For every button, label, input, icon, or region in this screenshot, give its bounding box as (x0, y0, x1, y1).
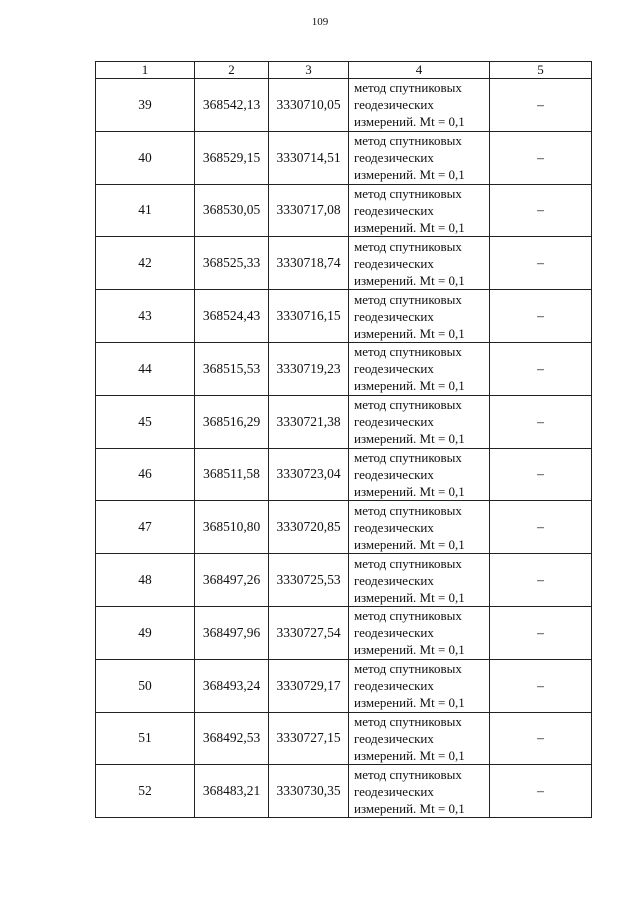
method-line: метод спутниковых (354, 555, 462, 571)
y-coordinate-cell: 3330725,53 (269, 554, 349, 607)
method-line: метод спутниковых (354, 713, 462, 729)
method-cell (349, 712, 490, 765)
table-row (96, 606, 592, 659)
point-number-cell: 42 (96, 237, 195, 290)
method-line: геодезических (354, 202, 434, 218)
y-coordinate-cell: 3330710,05 (269, 79, 349, 132)
y-coordinate-cell: 3330721,38 (269, 395, 349, 448)
method-cell (349, 131, 490, 184)
x-coordinate-cell: 368515,53 (195, 342, 269, 395)
y-coordinate-cell: 3330720,85 (269, 501, 349, 554)
note-cell: – (490, 237, 592, 290)
note-cell: – (490, 131, 592, 184)
note-cell: – (490, 448, 592, 501)
method-line: метод спутниковых (354, 238, 462, 254)
method-line: геодезических (354, 414, 434, 430)
table-row (96, 765, 592, 818)
method-line: измерений. Mt = 0,1 (354, 589, 465, 605)
note-cell: – (490, 290, 592, 343)
y-coordinate-cell: 3330730,35 (269, 765, 349, 818)
point-number-cell: 50 (96, 659, 195, 712)
point-number-cell: 39 (96, 79, 195, 132)
table-row (96, 448, 592, 501)
x-coordinate-cell: 368497,96 (195, 606, 269, 659)
table-row (96, 131, 592, 184)
x-coordinate-cell: 368492,53 (195, 712, 269, 765)
method-cell (349, 606, 490, 659)
method-line: измерений. Mt = 0,1 (354, 642, 465, 658)
header-col-5: 5 (490, 62, 592, 79)
table-row (96, 712, 592, 765)
method-cell (349, 395, 490, 448)
page-number: 109 (311, 16, 329, 28)
point-number-cell: 52 (96, 765, 195, 818)
method-line: метод спутниковых (354, 291, 462, 307)
method-line: геодезических (354, 730, 434, 746)
table-row (96, 290, 592, 343)
table-row (96, 184, 592, 237)
method-line: измерений. Mt = 0,1 (354, 114, 465, 130)
table-row (96, 237, 592, 290)
method-line: геодезических (354, 678, 434, 694)
header-row (96, 62, 592, 79)
table-row (96, 79, 592, 132)
method-line: метод спутниковых (354, 133, 462, 149)
method-line: геодезических (354, 255, 434, 271)
method-line: измерений. Mt = 0,1 (354, 800, 465, 816)
method-line: геодезических (354, 519, 434, 535)
x-coordinate-cell: 368530,05 (195, 184, 269, 237)
method-line: геодезических (354, 572, 434, 588)
table-body (96, 79, 592, 818)
method-line: метод спутниковых (354, 502, 462, 518)
note-cell: – (490, 712, 592, 765)
method-line: измерений. Mt = 0,1 (354, 167, 465, 183)
coordinates-table (95, 61, 592, 818)
point-number-cell: 44 (96, 342, 195, 395)
x-coordinate-cell: 368493,24 (195, 659, 269, 712)
method-line: геодезических (354, 361, 434, 377)
header-col-3: 3 (269, 62, 349, 79)
y-coordinate-cell: 3330717,08 (269, 184, 349, 237)
method-cell (349, 554, 490, 607)
method-cell (349, 290, 490, 343)
method-line: метод спутниковых (354, 766, 462, 782)
note-cell: – (490, 79, 592, 132)
method-line: измерений. Mt = 0,1 (354, 431, 465, 447)
method-line: измерений. Mt = 0,1 (354, 272, 465, 288)
y-coordinate-cell: 3330716,15 (269, 290, 349, 343)
note-cell: – (490, 395, 592, 448)
method-cell (349, 79, 490, 132)
method-line: метод спутниковых (354, 661, 462, 677)
point-number-cell: 46 (96, 448, 195, 501)
y-coordinate-cell: 3330727,15 (269, 712, 349, 765)
point-number-cell: 40 (96, 131, 195, 184)
table-row (96, 659, 592, 712)
x-coordinate-cell: 368529,15 (195, 131, 269, 184)
table-header (96, 62, 592, 79)
note-cell: – (490, 501, 592, 554)
method-cell (349, 448, 490, 501)
method-cell (349, 237, 490, 290)
method-line: геодезических (354, 150, 434, 166)
method-line: метод спутниковых (354, 80, 462, 96)
method-line: метод спутниковых (354, 608, 462, 624)
method-line: измерений. Mt = 0,1 (354, 483, 465, 499)
method-cell (349, 765, 490, 818)
method-line: метод спутниковых (354, 397, 462, 413)
point-number-cell: 49 (96, 606, 195, 659)
method-line: измерений. Mt = 0,1 (354, 747, 465, 763)
point-number-cell: 51 (96, 712, 195, 765)
method-cell (349, 659, 490, 712)
note-cell: – (490, 659, 592, 712)
header-col-2: 2 (195, 62, 269, 79)
point-number-cell: 45 (96, 395, 195, 448)
point-number-cell: 41 (96, 184, 195, 237)
method-cell (349, 342, 490, 395)
point-number-cell: 48 (96, 554, 195, 607)
note-cell: – (490, 184, 592, 237)
note-cell: – (490, 765, 592, 818)
method-line: геодезических (354, 625, 434, 641)
header-col-1: 1 (96, 62, 195, 79)
table-row (96, 395, 592, 448)
y-coordinate-cell: 3330723,04 (269, 448, 349, 501)
x-coordinate-cell: 368525,33 (195, 237, 269, 290)
x-coordinate-cell: 368524,43 (195, 290, 269, 343)
point-number-cell: 47 (96, 501, 195, 554)
y-coordinate-cell: 3330729,17 (269, 659, 349, 712)
method-cell (349, 501, 490, 554)
method-line: измерений. Mt = 0,1 (354, 695, 465, 711)
table-row (96, 554, 592, 607)
y-coordinate-cell: 3330718,74 (269, 237, 349, 290)
method-line: метод спутниковых (354, 449, 462, 465)
method-line: геодезических (354, 466, 434, 482)
method-line: геодезических (354, 97, 434, 113)
x-coordinate-cell: 368497,26 (195, 554, 269, 607)
method-line: измерений. Mt = 0,1 (354, 325, 465, 341)
point-number-cell: 43 (96, 290, 195, 343)
table-row (96, 501, 592, 554)
method-line: геодезических (354, 783, 434, 799)
x-coordinate-cell: 368511,58 (195, 448, 269, 501)
method-line: геодезических (354, 308, 434, 324)
x-coordinate-cell: 368516,29 (195, 395, 269, 448)
y-coordinate-cell: 3330727,54 (269, 606, 349, 659)
method-line: измерений. Mt = 0,1 (354, 378, 465, 394)
method-line: измерений. Mt = 0,1 (354, 219, 465, 235)
x-coordinate-cell: 368542,13 (195, 79, 269, 132)
y-coordinate-cell: 3330714,51 (269, 131, 349, 184)
note-cell: – (490, 606, 592, 659)
header-col-4: 4 (349, 62, 490, 79)
table-row (96, 342, 592, 395)
x-coordinate-cell: 368483,21 (195, 765, 269, 818)
note-cell: – (490, 554, 592, 607)
method-line: измерений. Mt = 0,1 (354, 536, 465, 552)
method-line: метод спутниковых (354, 344, 462, 360)
note-cell: – (490, 342, 592, 395)
x-coordinate-cell: 368510,80 (195, 501, 269, 554)
method-cell (349, 184, 490, 237)
y-coordinate-cell: 3330719,23 (269, 342, 349, 395)
method-line: метод спутниковых (354, 185, 462, 201)
